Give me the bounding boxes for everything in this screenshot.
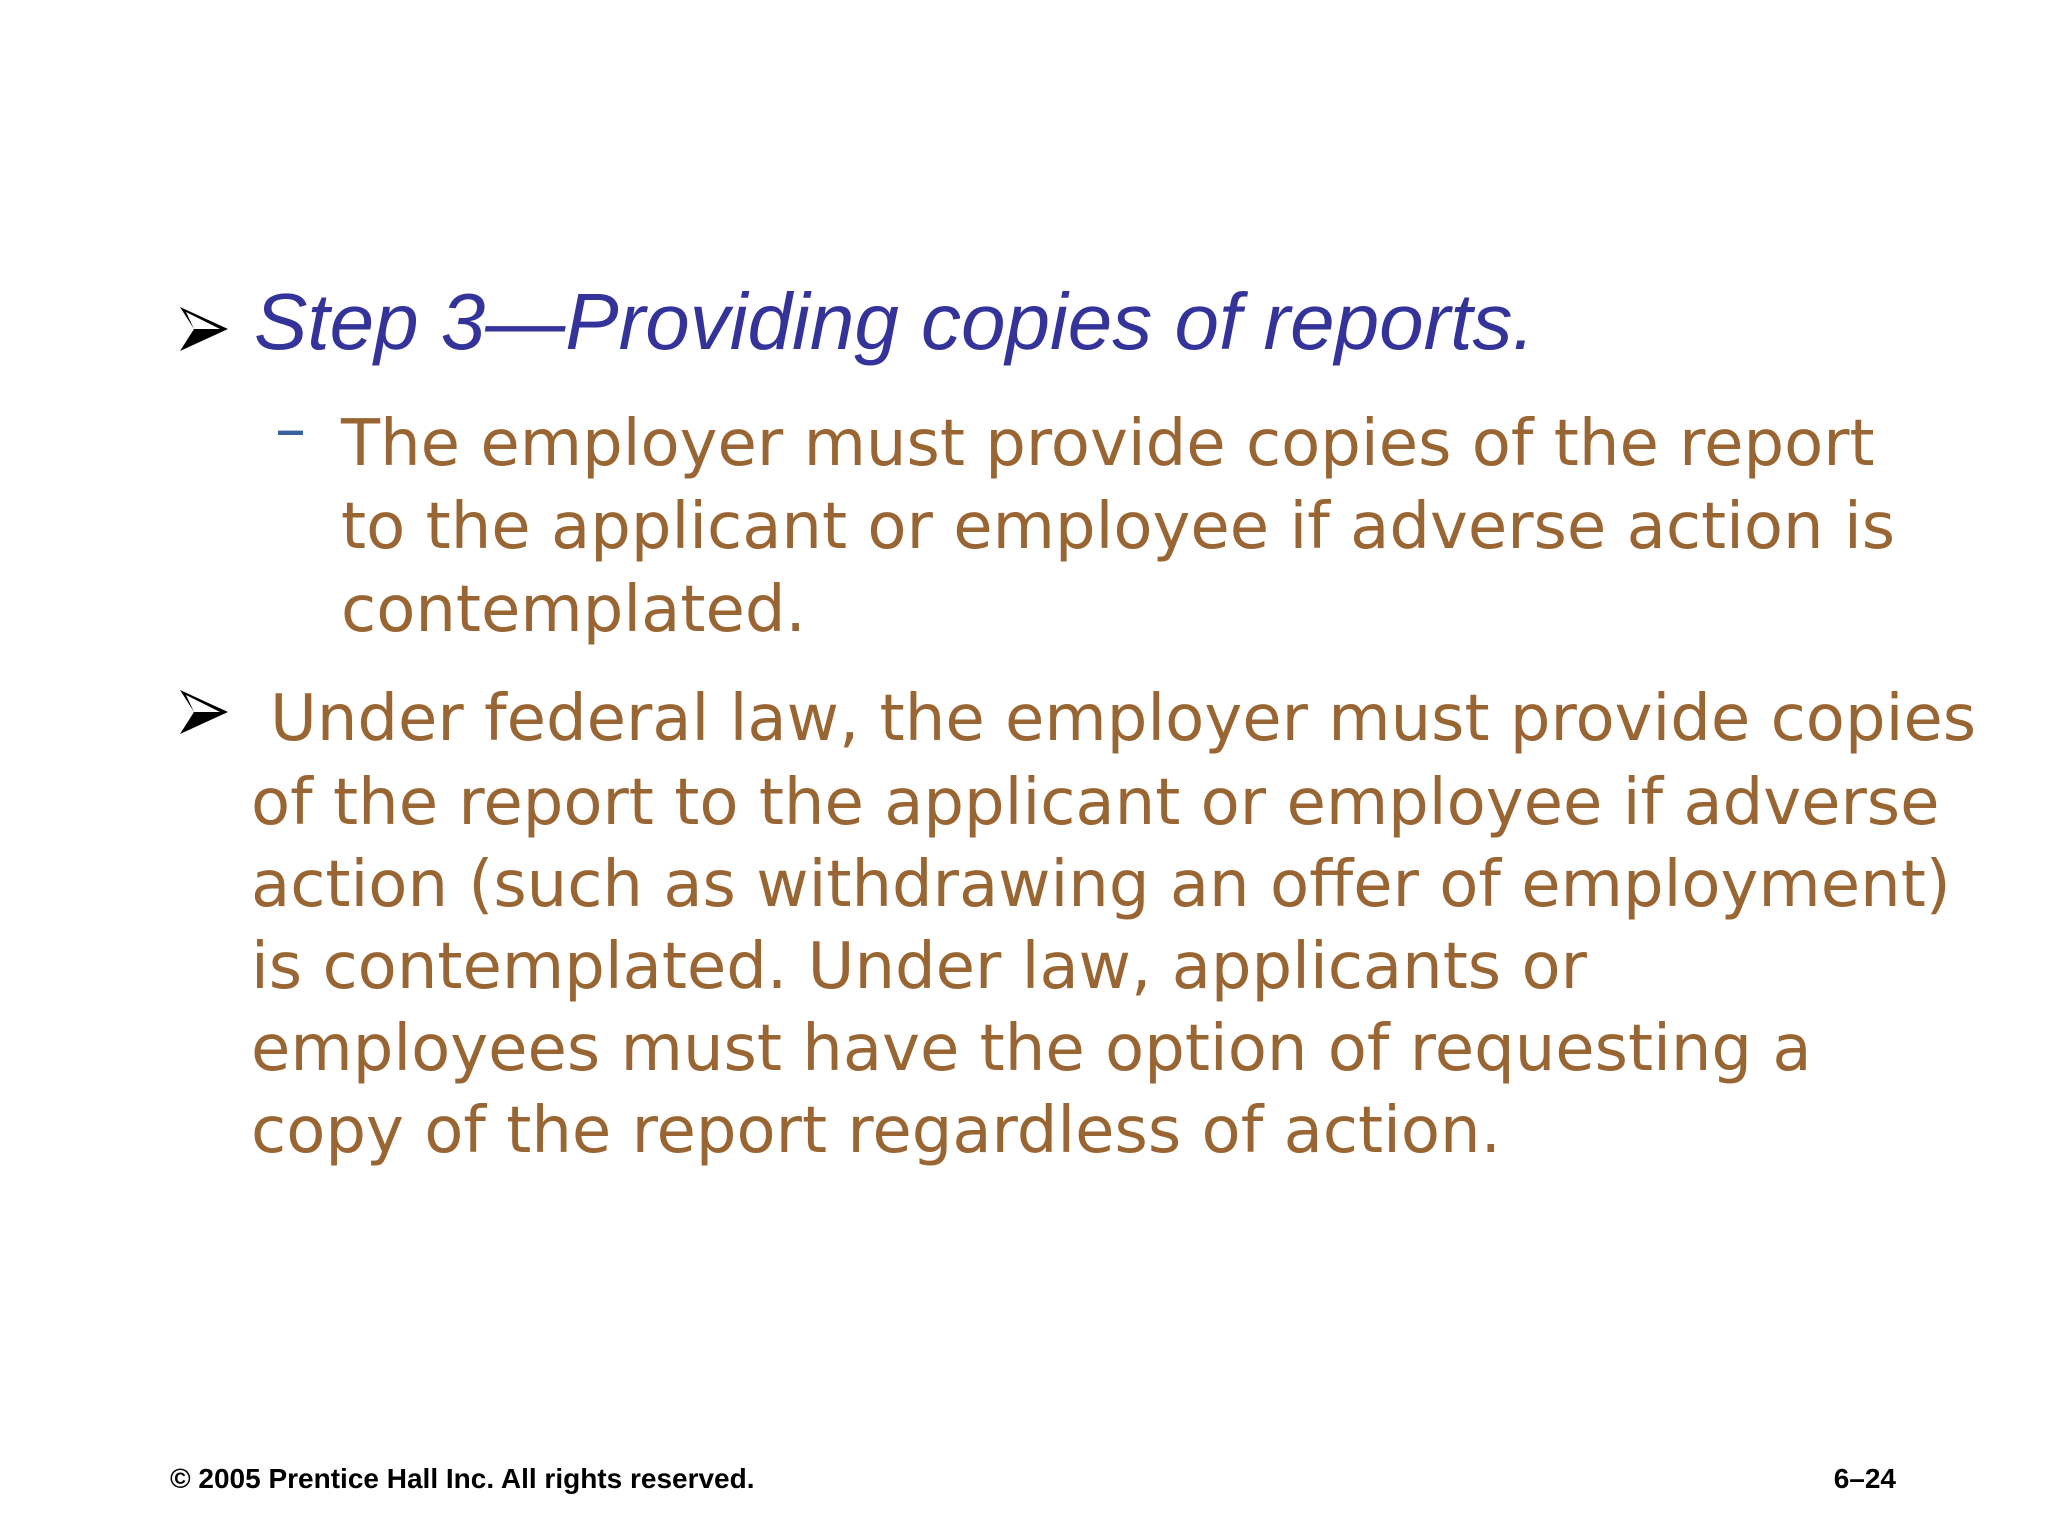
page-number: 6–24: [1833, 1463, 1896, 1494]
bullet-two-body: of the report to the applicant or employee if adverse action (such as withdrawing an offer of employment) is contemplated. Under law, applicants or employees must have the option of requesting a copy of the report regardless of action.: [251, 766, 1951, 1168]
arrowhead-bullet-icon: [178, 303, 230, 355]
arrowhead-bullet-icon: [178, 686, 230, 738]
slide-heading: Step 3—Providing copies of reports.: [254, 277, 1535, 366]
bullet-two-first-line: Under federal law, the employer must provide copies: [270, 682, 1977, 756]
footer-copyright: © 2005 Prentice Hall Inc. All rights reserved.: [170, 1463, 755, 1494]
sub-bullet-dash: –: [275, 392, 306, 465]
sub-bullet-text: The employer must provide copies of the report to the applicant or employee if adverse action is contemplated.: [341, 407, 1896, 647]
